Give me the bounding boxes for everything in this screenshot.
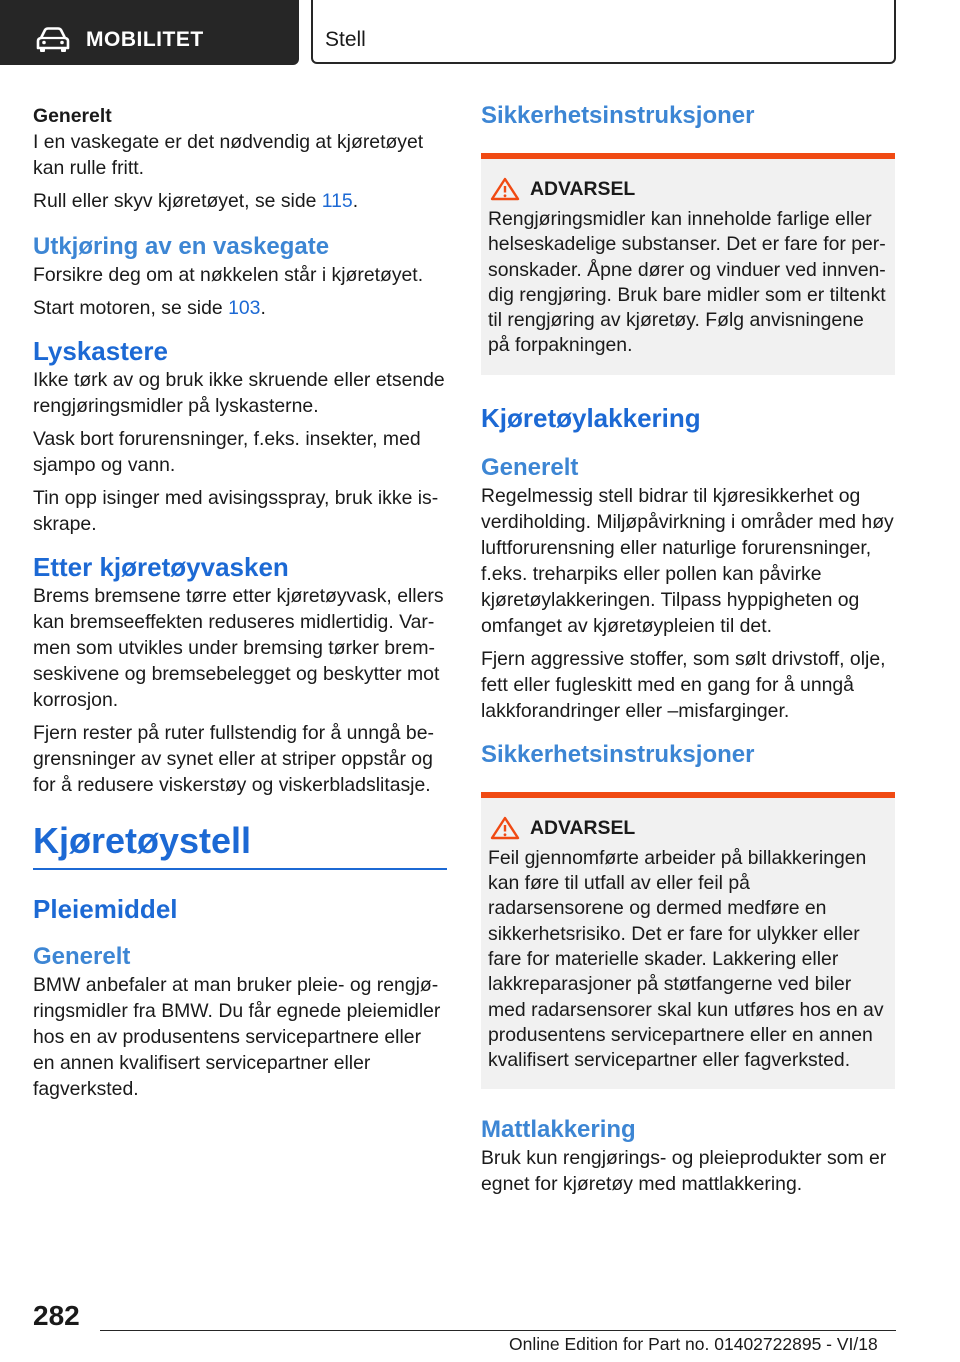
heading-mattlakkering: Mattlakkering [481, 1116, 636, 1144]
edition-footer: Online Edition for Part no. 01402722895 - VI/18 [509, 1334, 878, 1354]
warning-text: Rengjøringsmidler kan inneholde farlige eller helseskadelige substanser. Det er fare for personskader. Åpne dører og vinduer ved innvendig rengjøring. Bruk bare midler som er tiltenkt til rengjøring av kjøretøy. Følg anvisningene på forpakningen. [488, 208, 886, 357]
page-number: 282 [33, 1300, 80, 1331]
page-link-115[interactable]: 115 [321, 190, 353, 212]
right-column [481, 101, 895, 1204]
paragraph: Fjern rester på ruter fullstendig for å unngå begrensninger av synet eller at striper oppstår og for å redusere viskerstøy og viskerbladslitasje. [33, 722, 434, 796]
paragraph: Ikke tørk av og bruk ikke skruende eller etsende rengjøringsmidler på lyskasterne. [33, 369, 445, 417]
heading-pleiemiddel: Pleiemiddel [33, 894, 178, 924]
heading-sikkerhetsinstruksjoner-2: Sikkerhetsinstruksjoner [481, 740, 755, 768]
heading-sikkerhetsinstruksjoner-1: Sikkerhetsinstruksjoner [481, 102, 755, 129]
paragraph: Forsikre deg om at nøkkelen står i kjøretøyet. [33, 264, 424, 286]
heading-generelt-3: Generelt [481, 453, 579, 481]
paragraph: Fjern aggressive stoffer, som sølt drivstoff, olje, fett eller fugleskitt med en gang for å unngå lakkforandringer eller –misfarginger. [481, 647, 886, 722]
section-tab[interactable] [0, 0, 299, 65]
warning-triangle-icon [490, 177, 520, 201]
paragraph: Brems bremsene tørre etter kjøretøyvask, ellers kan bremseeffekten reduseres midlertidig. Varmen som utvikles under bremsing tørker bremseskivene og bremsebelegget og beskytter mot korrosjon. [33, 585, 444, 711]
heading-etter-kjoretoyvasken: Etter kjøretøyvasken [33, 552, 289, 582]
paragraph: Bruk kun rengjørings- og pleieprodukter som er egnet for kjøretøy med mattlakkering. [481, 1147, 887, 1196]
heading-kjoretoylakkering: Kjøretøylakkering [481, 402, 701, 433]
warning-title: ADVARSEL [488, 815, 888, 841]
paragraph: Start motoren, se side 103. [33, 297, 266, 319]
chapter-header-box [311, 0, 896, 64]
left-column [33, 103, 447, 1109]
page-link-103[interactable]: 103 [228, 297, 261, 319]
warning-box [481, 792, 895, 1090]
warning-box [481, 153, 895, 375]
paragraph: Tin opp isinger med avisingsspray, bruk ikke isskrape. [33, 487, 439, 535]
paragraph: Regelmessig stell bidrar til kjøresikkerhet og verdiholding. Miljøpåvirkning i områder med høy luftforurensning eller naturlige forurensninger, f.eks. treharpiks eller pollen kan påvirke kjøretøylakkeringen. Tilpass hyppigheten og omfanget av kjøretøypleien til det. [481, 484, 894, 637]
paragraph: Vask bort forurensninger, f.eks. insekter, med sjampo og vann. [33, 428, 421, 476]
heading-utkjoring: Utkjøring av en vaskegate [33, 233, 330, 260]
chapter-title: Stell [325, 28, 366, 51]
footer-divider [100, 1330, 896, 1331]
heading-lyskastere: Lyskastere [33, 336, 168, 366]
paragraph: I en vaskegate er det nødvendig at kjøretøyet kan rulle fritt. [33, 131, 424, 179]
car-icon [36, 27, 70, 53]
warning-text: Feil gjennomførte arbeider på billakkeringen kan føre til utfall av eller feil på radarsensorene og dermed medføre en sikkerhetsrisiko. Det er fare for ulykker eller fare for materielle skader. Lakkering eller lakkreparasjoner på støtfangerne ved biler med radarsensorer skal kun utføres hos en av produsentens servicepartnere eller en annen kvalifisert servicepartner eller fagverksted. [488, 846, 884, 1072]
paragraph: Rull eller skyv kjøretøyet, se side 115. [33, 190, 359, 212]
warning-title: ADVARSEL [488, 176, 888, 202]
heading-generelt-1: Generelt [33, 105, 112, 127]
warning-triangle-icon [490, 816, 520, 840]
section-tab-label: MOBILITET [86, 28, 204, 51]
heading-kjoretoystell: Kjøretøystell [33, 820, 252, 861]
heading-underline [33, 868, 447, 870]
heading-generelt-2: Generelt [33, 943, 131, 970]
paragraph: BMW anbefaler at man bruker pleie- og rengjøringsmidler fra BMW. Du får egnede pleiemidler hos en av produsentens servicepartnere eller en annen kvalifisert servicepartner eller fagverksted. [33, 974, 441, 1100]
